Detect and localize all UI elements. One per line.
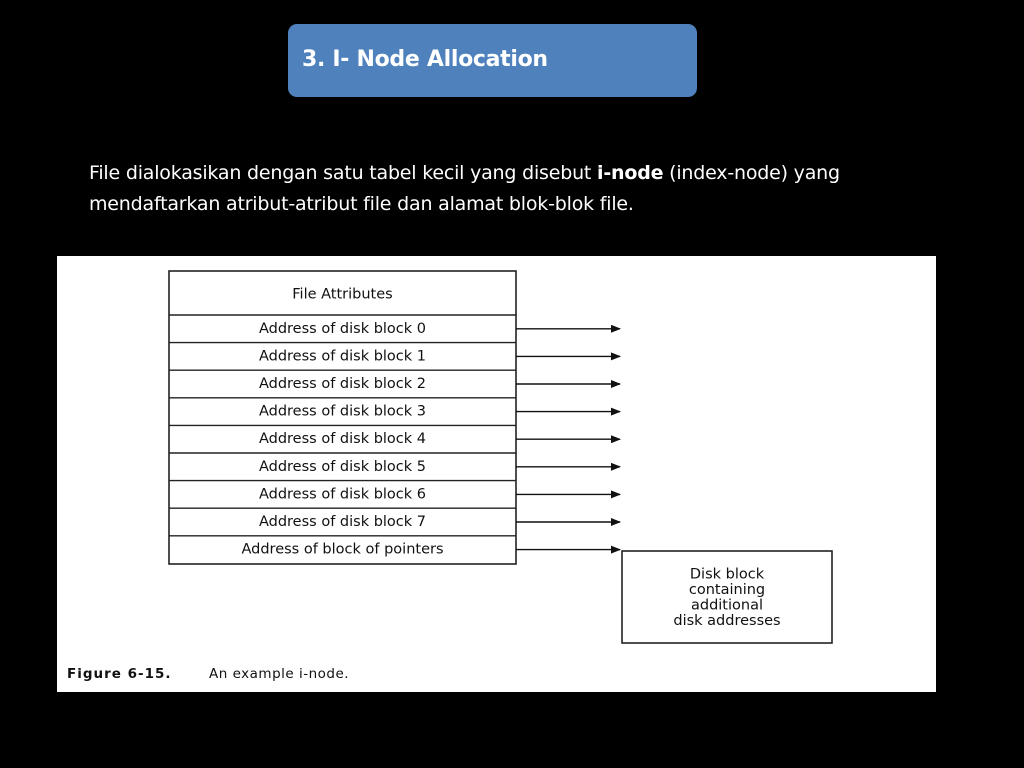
disk-block-address-7: Address of disk block 7 — [258, 514, 427, 530]
disk-block-address-0: Address of disk block 0 — [258, 320, 427, 337]
title-box — [288, 24, 697, 97]
disk-block-line-1: Disk block — [689, 566, 765, 583]
disk-block-address-2: Address of disk block 2 — [258, 376, 427, 392]
inode-diagram — [57, 256, 936, 692]
body-text-before: File dialokasikan dengan satu tabel kecil yang disebut — [89, 162, 598, 184]
figure-caption-label: Figure 6-15. — [67, 666, 172, 682]
body-text-after: (index-node) yang mendaftarkan atribut-atribut file dan alamat blok-blok file. — [89, 162, 840, 215]
inode-figure — [57, 256, 936, 692]
pointer-block-address: Address of block of pointers — [241, 541, 444, 558]
disk-block-line-4: disk addresses — [673, 613, 781, 629]
disk-block-line-3: additional — [690, 597, 764, 614]
file-attributes-label: File Attributes — [292, 286, 393, 303]
disk-block-address-3: Address of disk block 3 — [258, 403, 427, 420]
disk-block-line-2: containing — [688, 582, 766, 598]
disk-block-address-6: Address of disk block 6 — [258, 486, 427, 503]
disk-block-address-1: Address of disk block 1 — [258, 348, 427, 365]
body-text-bold: i-node — [597, 162, 664, 184]
disk-block-address-4: Address of disk block 4 — [258, 431, 427, 448]
inode-arrows — [516, 329, 620, 550]
figure-caption-text: An example i-node. — [209, 666, 350, 682]
body-paragraph — [89, 158, 949, 220]
slide-title: 3. I- Node Allocation — [302, 47, 548, 72]
disk-block-address-5: Address of disk block 5 — [258, 458, 427, 475]
